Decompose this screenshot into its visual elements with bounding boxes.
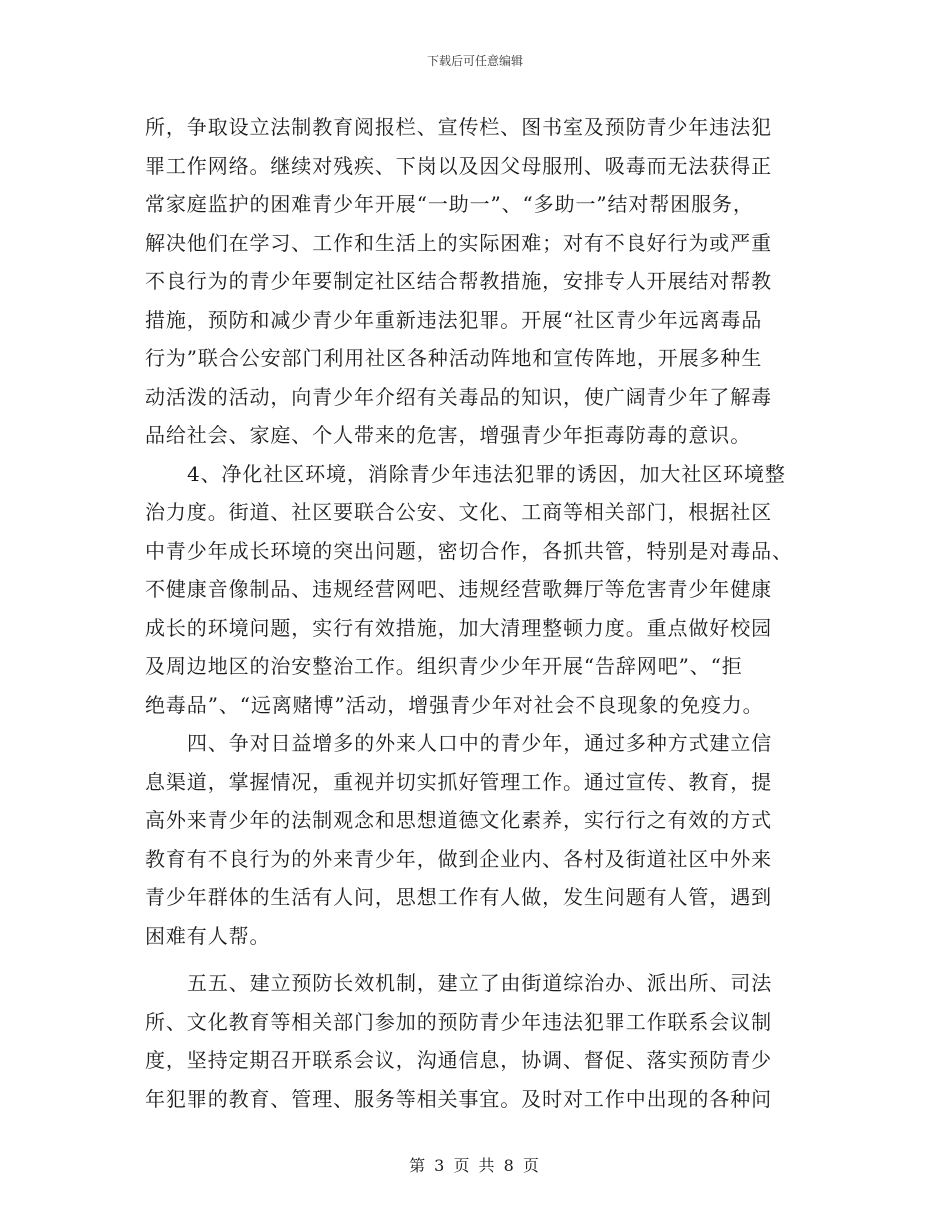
text-line: 行为”联合公安部门利用社区各种活动阵地和宣传阵地，开展多种生 — [145, 346, 763, 370]
paragraph-1 — [145, 108, 805, 455]
text-line: 解决他们在学习、工作和生活上的实际困难；对有不良好行为或严重 — [145, 230, 772, 255]
text-line: 常家庭监护的困难青少年开展“一助一”、“多助一”结对帮困服务， — [145, 192, 754, 216]
text-line: 所、文化教育等相关部门参加的预防青少年违法犯罪工作联系会议制 — [145, 1009, 772, 1034]
document-body — [145, 108, 805, 1118]
text-line: 绝毒品”、“远离赌博”活动，增强青少年对社会不良现象的免疫力。 — [145, 692, 764, 717]
text-line: 不良行为的青少年要制定社区结合帮教措施，安排专人开展结对帮教 — [145, 269, 772, 293]
page-header: 下载后可任意编辑 — [426, 54, 523, 68]
text-line: 4、净化社区环境，消除青少年违法犯罪的诱因，加大社区环境整 — [187, 461, 786, 486]
text-line: 教育有不良行为的外来青少年，做到企业内、各村及街道社区中外来 — [145, 846, 772, 871]
text-line: 治力度。街道、社区要联合公安、文化、工商等相关部门，根据社区 — [145, 500, 772, 524]
text-line: 动活泼的活动，向青少年介绍有关毒品的知识，使广阔青少年了解毒 — [145, 384, 772, 409]
text-line: 五五、建立预防长效机制，建立了由街道综治办、派出所、司法 — [187, 971, 773, 995]
text-line: 措施，预防和减少青少年重新违法犯罪。开展“社区青少年远离毒品 — [145, 307, 763, 332]
text-line: 中青少年成长环境的突出问题，密切合作，各抓共管，特别是对毒品、 — [145, 538, 793, 563]
text-line: 不健康音像制品、违规经营网吧、违规经营歌舞厅等危害青少年健康 — [145, 577, 772, 601]
text-line: 度，坚持定期召开联系会议，沟通信息，协调、督促、落实预防青少 — [145, 1048, 772, 1072]
text-line: 青少年群体的生活有人问，思想工作有人做，发生问题有人管，遇到 — [145, 885, 772, 909]
text-line: 年犯罪的教育、管理、服务等相关事宜。及时对工作中出现的各种问 — [145, 1086, 772, 1111]
text-line: 罪工作网络。继续对残疾、下岗以及因父母服刑、吸毒而无法获得正 — [145, 153, 772, 178]
text-line: 息渠道，掌握情况，重视并切实抓好管理工作。通过宣传、教育，提 — [145, 769, 772, 794]
text-line: 高外来青少年的法制观念和思想道德文化素养，实行行之有效的方式 — [145, 808, 772, 832]
text-line: 四、争对日益增多的外来人口中的青少年，通过多种方式建立信 — [187, 731, 773, 755]
page-number-footer: 第 3 页 共 8 页 — [409, 1156, 541, 1175]
paragraph-4 — [145, 964, 805, 1118]
paragraph-3 — [145, 724, 805, 955]
paragraph-2 — [145, 455, 805, 725]
text-line: 及周边地区的治安整治工作。组织青少少年开展“告辞网吧”、“拒 — [145, 654, 743, 678]
text-line: 所，争取设立法制教育阅报栏、宣传栏、图书室及预防青少年违法犯 — [145, 115, 772, 139]
text-line: 品给社会、家庭、个人带来的危害，增强青少年拒毒防毒的意识。 — [145, 423, 752, 447]
text-line: 困难有人帮。 — [145, 923, 271, 948]
text-line: 成长的环境问题，实行有效措施，加大清理整顿力度。重点做好校园 — [145, 615, 772, 640]
